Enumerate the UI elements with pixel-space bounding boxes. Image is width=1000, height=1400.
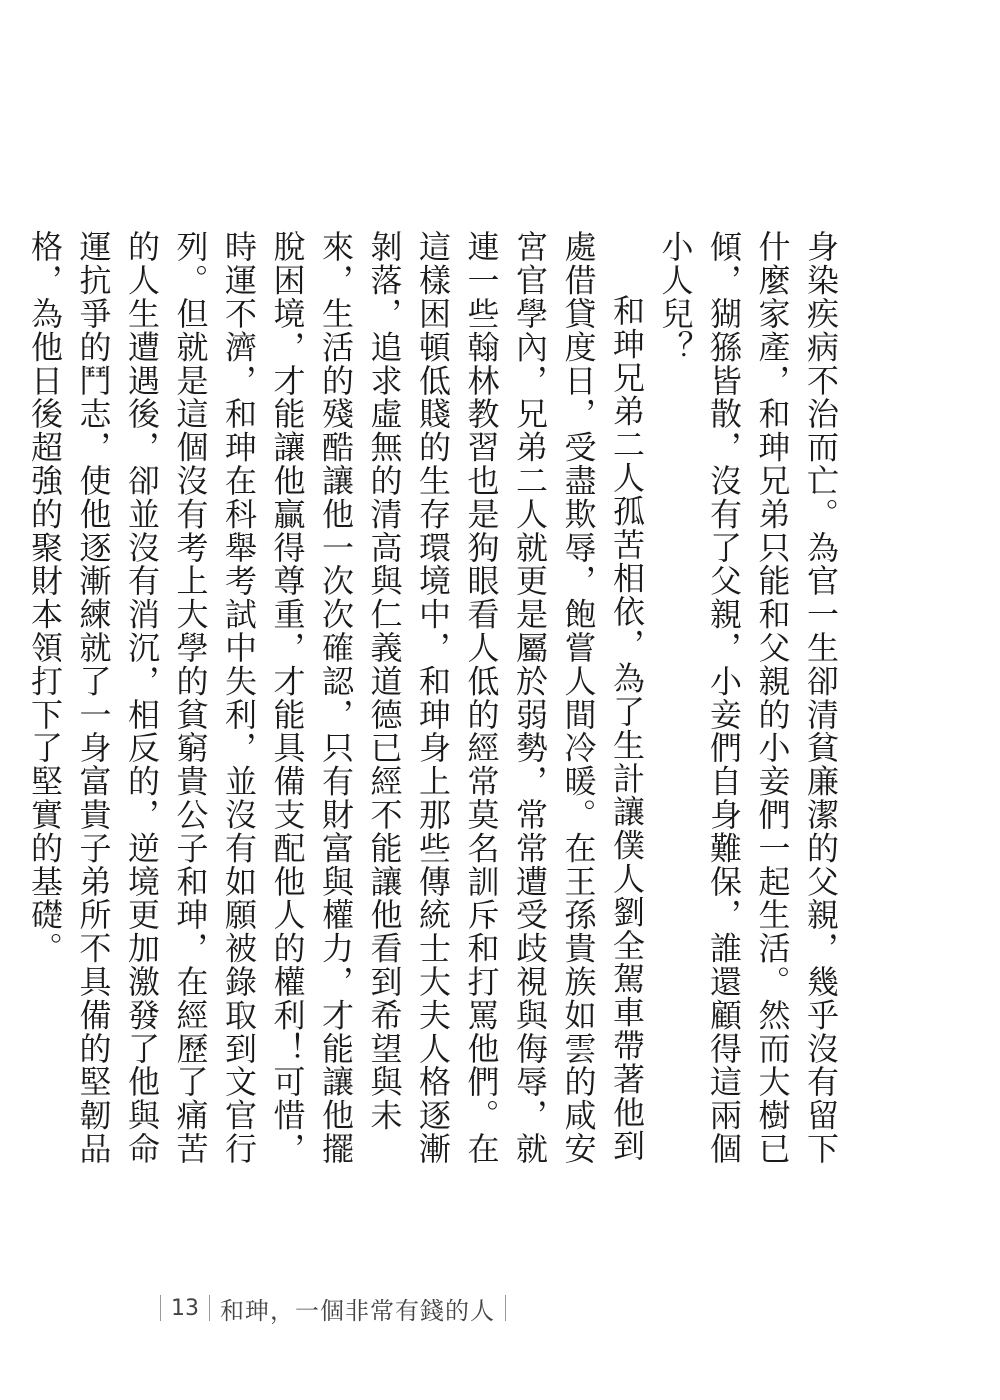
page-footer (160, 1290, 506, 1326)
page-number: 13 (171, 1295, 199, 1321)
footer-divider-right (505, 1295, 506, 1321)
running-title: 和珅，一個非常有錢的人 (220, 1296, 495, 1325)
paragraph-2: 和珅兄弟二人孤苦相依，為了生計讓僕人劉全駕車帶著他到處借貸度日，受盡欺辱，飽嘗人間冷暖。在王孫貴族如雲的咸安宮官學內，兄弟二人就更是屬於弱勢，常常遭受歧視與侮辱，就連一些翰林教習也是狗眼看人低的經常莫名訓斥和打罵他們。在這樣困頓低賤的生存環境中，和珅身上那些傳統士大夫人格逐漸剝落，追求虛無的清高與仁義道德已經不能讓他看到希望與未來，生活的殘酷讓他一次次確認，只有財富與權力，才能讓他擺脫困境，才能讓他贏得尊重，才能具備支配他人的權利！可惜，時運不濟，和珅在科舉考試中失利，並沒有如願被錄取到文官行列。但就是這個沒有考上大學的貧窮貴公子和珅，在經歷了痛苦的人生遭遇後，卻並沒有消沉，相反的，逆境更加激發了他與命運抗爭的鬥志，使他逐漸練就了一身富貴子弟所不具備的堅韌品格，為他日後超強的聚財本領打下了堅實的基礎。 (26, 230, 646, 1166)
paragraph-1: 身染疾病不治而亡。為官一生卻清貧廉潔的父親，幾乎沒有留下什麼家產，和珅兄弟只能和父親的小妾們一起生活。然而大樹已傾，猢猻皆散，沒有了父親，小妾們自身難保，誰還顧得這兩個小人兒？ (656, 230, 840, 1166)
body-text (21, 230, 846, 1180)
